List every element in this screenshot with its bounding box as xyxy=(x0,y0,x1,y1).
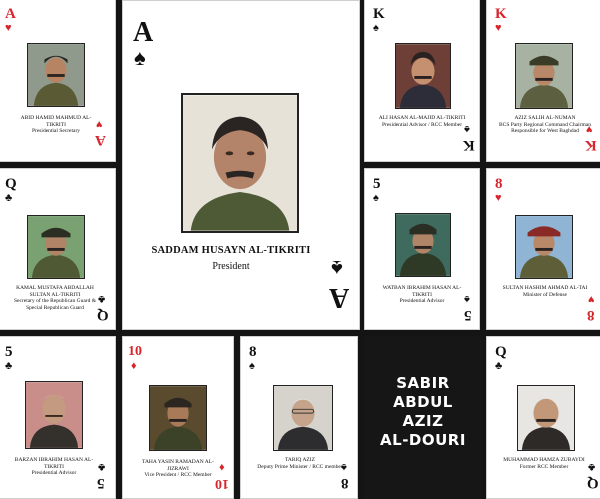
person-caption xyxy=(9,457,99,477)
name-line-1: SABIR xyxy=(396,374,450,392)
club-suit-icon-bottom: ♣ xyxy=(98,461,106,473)
person-caption xyxy=(377,115,467,128)
person-name: ALI HASAN AL-MAJID AL-TIKRITI xyxy=(378,115,466,121)
card-queen-clubs-2 xyxy=(486,336,600,499)
person-caption xyxy=(255,457,347,473)
person-role: Minister of Defense xyxy=(523,291,567,298)
person-name: KAMAL MUSTAFA ABDALLAH SULTAN AL-TIKRITI xyxy=(16,285,94,298)
heart-suit-icon-bottom: ♥ xyxy=(96,118,103,130)
card-rank-bottom: K xyxy=(585,137,597,153)
card-five-clubs xyxy=(0,336,116,499)
spade-suit-icon-bottom: ♠ xyxy=(331,256,343,281)
heart-suit-icon: ♥ xyxy=(5,22,12,34)
name-line-3: AZIZ xyxy=(402,412,444,430)
person-role: Presidential Advisor xyxy=(399,298,445,304)
person-name: MUHAMMAD HAMZA ZUBAYDI xyxy=(503,457,585,463)
spade-suit-icon: ♠ xyxy=(373,192,379,204)
card-rank: Q xyxy=(495,344,507,360)
name-line-2: ABDUL xyxy=(393,393,453,411)
person-role: Presidential Secretary xyxy=(31,128,81,134)
portrait-photo xyxy=(273,385,333,451)
card-rank-bottom: Q xyxy=(97,307,109,323)
person-role: Presidential Advisor xyxy=(31,470,77,476)
card-rank: A xyxy=(133,17,154,48)
card-queen-clubs xyxy=(0,168,116,330)
person-caption xyxy=(11,115,101,135)
card-rank: K xyxy=(495,6,507,22)
card-rank-bottom: 5 xyxy=(464,307,472,323)
card-rank-bottom: 8 xyxy=(587,307,595,323)
person-caption xyxy=(9,285,101,311)
person-caption xyxy=(499,115,591,135)
card-rank: 10 xyxy=(128,344,142,359)
person-role: Secretary of the Republican Guard & Special Republican Guard xyxy=(13,298,96,311)
person-name: SULTAN HASHIM AHMAD AL-TAI xyxy=(502,285,588,291)
person-role: Deputy Prime Minister / RCC member xyxy=(257,463,343,470)
card-rank: A xyxy=(5,6,16,22)
spade-suit-icon-bottom: ♠ xyxy=(464,123,470,135)
heart-suit-icon-bottom: ♥ xyxy=(588,293,595,305)
spade-suit-icon: ♠ xyxy=(249,360,255,372)
club-suit-icon: ♣ xyxy=(495,360,503,372)
person-name: AZIZ SALIH AL-NUMAN xyxy=(514,115,576,121)
club-suit-icon-bottom: ♣ xyxy=(98,293,106,305)
name-line-4: AL-DOURI xyxy=(380,431,466,449)
sabir-name-block xyxy=(364,374,482,450)
portrait-photo xyxy=(25,381,83,449)
person-name: WATBAN IBRAHIM HASAN AL-TIKRITI xyxy=(382,285,462,298)
card-king-hearts xyxy=(486,0,600,162)
card-rank: Q xyxy=(5,176,17,192)
heart-suit-icon: ♥ xyxy=(495,22,502,34)
heart-suit-icon: ♥ xyxy=(495,192,502,204)
diamond-suit-icon-bottom: ♦ xyxy=(219,461,225,473)
card-eight-hearts xyxy=(486,168,600,330)
card-king-spades xyxy=(364,0,480,162)
person-name: TARIQ AZIZ xyxy=(285,457,315,463)
heart-suit-icon-bottom: ♥ xyxy=(586,123,593,135)
portrait-photo xyxy=(27,43,85,107)
portrait-photo xyxy=(149,385,207,451)
card-rank-bottom: 10 xyxy=(215,476,229,491)
person-role: Presidential Advisor / RCC Member xyxy=(381,121,463,128)
card-rank: 5 xyxy=(5,344,13,360)
portrait-photo xyxy=(517,385,575,451)
club-suit-icon-bottom: ♣ xyxy=(588,461,596,473)
card-rank: K xyxy=(373,6,385,22)
portrait-photo xyxy=(27,215,85,279)
person-caption xyxy=(499,285,591,298)
card-rank-bottom: A xyxy=(95,132,106,148)
card-sabir-al-douri xyxy=(364,336,482,499)
card-rank-bottom: Q xyxy=(587,475,599,491)
card-five-spades xyxy=(364,168,480,330)
spade-suit-icon-bottom: ♠ xyxy=(341,461,347,473)
card-ace-hearts xyxy=(0,0,116,162)
person-name: ABID HAMID MAHMUD AL-TIKRITI xyxy=(20,115,92,128)
card-rank-bottom: 8 xyxy=(341,475,349,491)
card-rank: 5 xyxy=(373,176,381,192)
portrait-photo xyxy=(515,43,573,109)
person-name: SADDAM HUSAYN AL-TIKRITI xyxy=(151,245,311,256)
card-rank-bottom: K xyxy=(463,137,475,153)
card-rank-bottom: 5 xyxy=(97,475,105,491)
person-caption xyxy=(377,285,467,305)
card-eight-spades xyxy=(240,336,358,499)
club-suit-icon: ♣ xyxy=(5,360,13,372)
portrait-photo xyxy=(515,215,573,279)
person-role: Vice President / RCC Member xyxy=(144,472,212,478)
portrait-photo xyxy=(181,93,299,233)
spade-suit-icon: ♠ xyxy=(373,22,379,34)
spade-suit-icon: ♠ xyxy=(134,45,146,70)
person-caption xyxy=(499,457,589,470)
portrait-photo xyxy=(395,43,451,109)
card-ace-spades xyxy=(122,0,360,330)
person-name: TAHA YASIN RAMADAN AL-JIZRAWI xyxy=(142,459,214,472)
card-rank: 8 xyxy=(249,344,257,360)
portrait-photo xyxy=(395,213,451,277)
card-rank: 8 xyxy=(495,176,503,192)
card-ten-diamonds xyxy=(122,336,234,499)
person-caption xyxy=(133,459,223,479)
person-name: BARZAN IBRAHIM HASAN AL-TIKRITI xyxy=(14,457,94,470)
person-role: BCS Party Regional Command Chairman Responsible for West Baghdad xyxy=(499,121,591,134)
spade-suit-icon-bottom: ♠ xyxy=(464,293,470,305)
person-role: Former RCC Member xyxy=(519,463,569,470)
diamond-suit-icon: ♦ xyxy=(131,360,137,372)
club-suit-icon: ♣ xyxy=(5,192,13,204)
person-role: President xyxy=(212,261,250,272)
card-rank-bottom: A xyxy=(329,282,350,313)
